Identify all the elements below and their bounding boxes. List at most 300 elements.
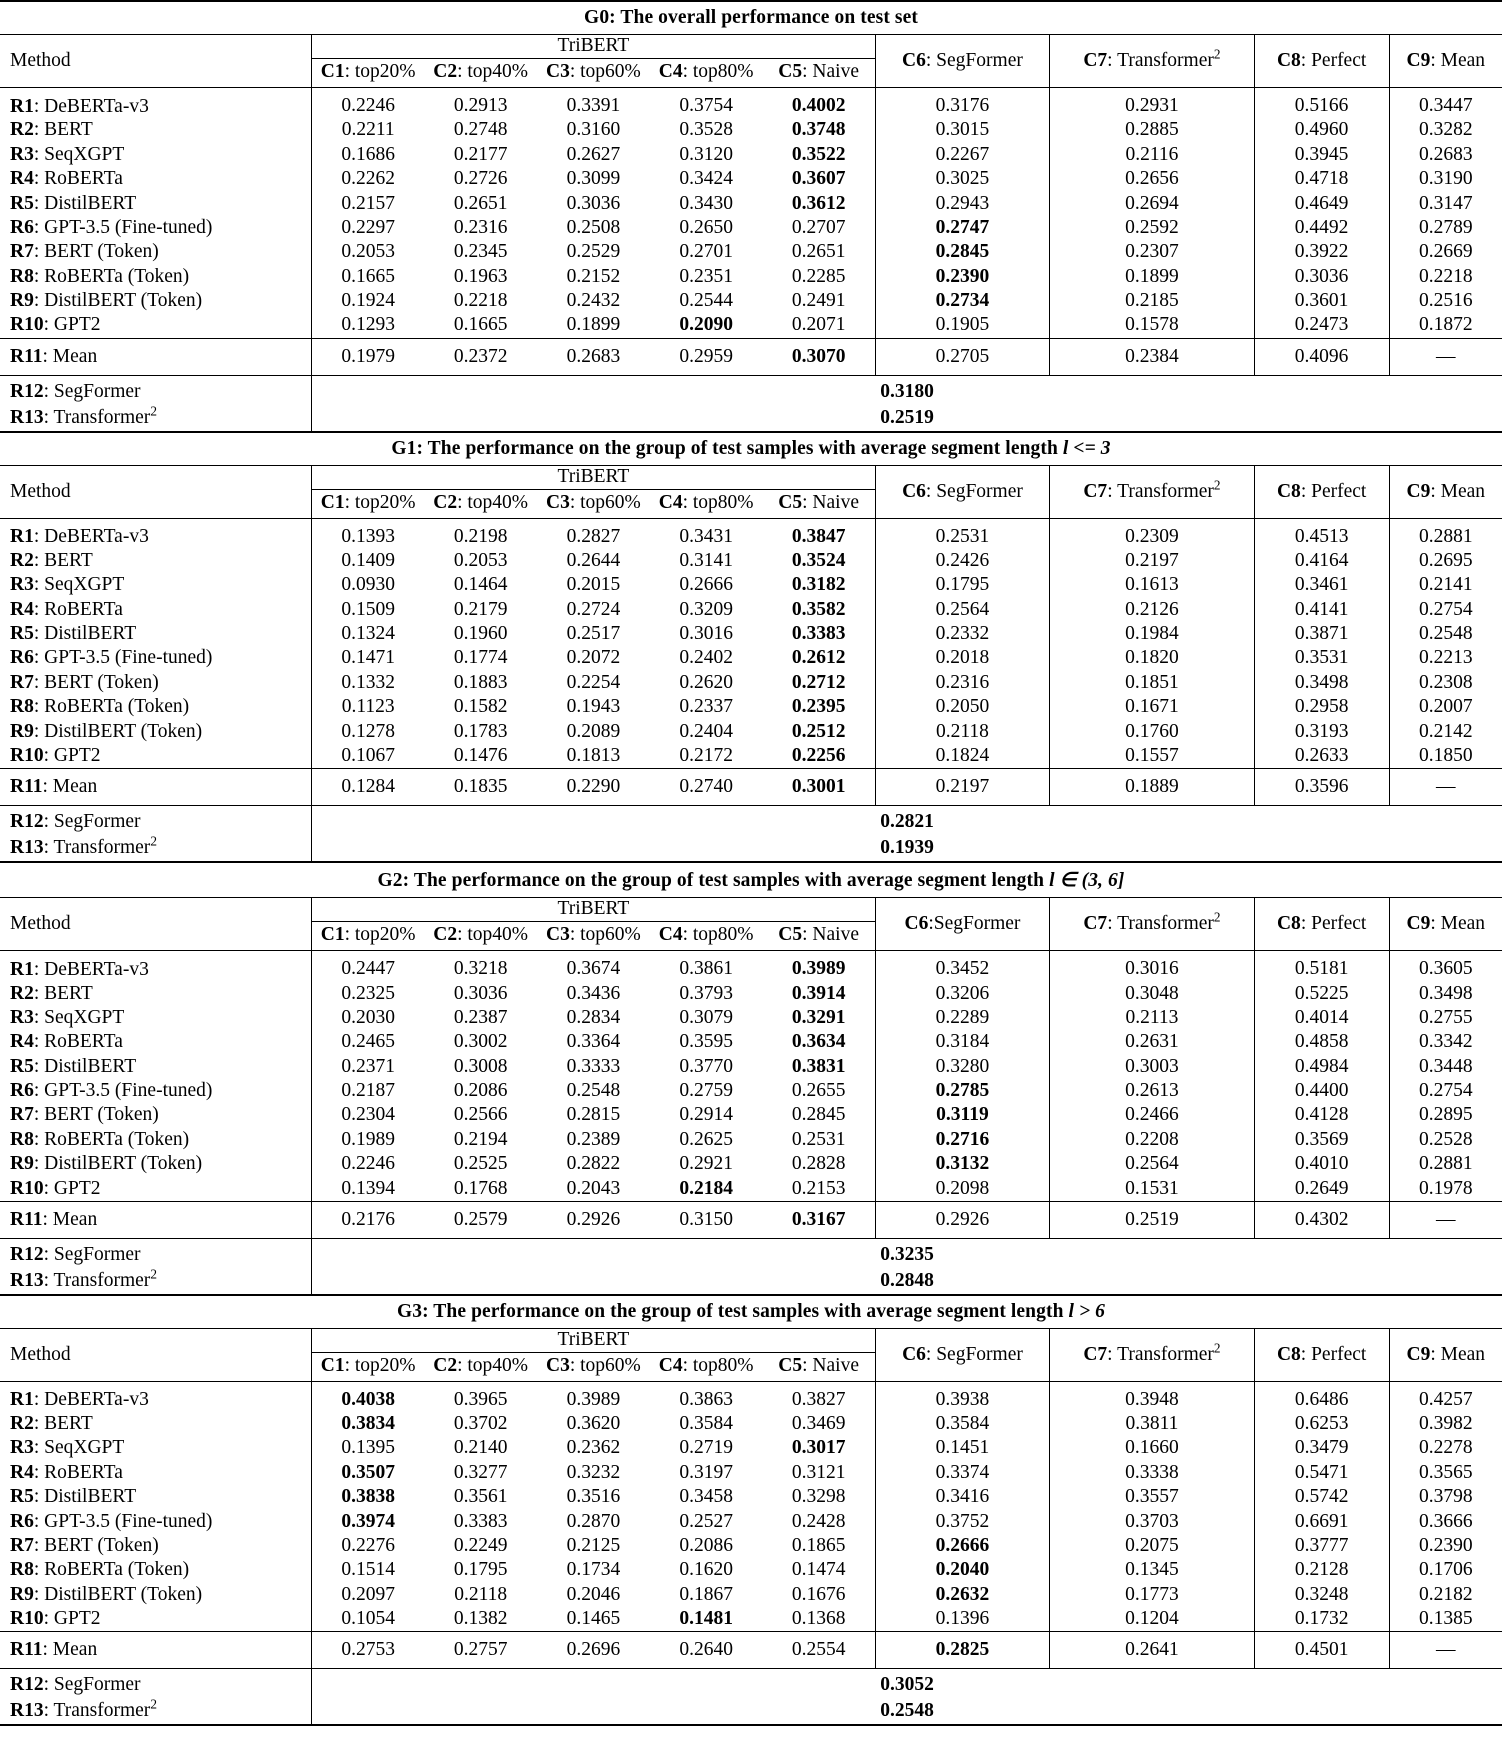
data-cell: 0.1582 [453,696,508,718]
row-label [0,598,312,622]
cell-code: R13 [10,837,44,859]
column-header-method: Method [0,1328,312,1381]
table-row [0,264,1502,288]
data-cell: 0.2316 [875,671,1049,695]
footer-row [0,1698,1502,1725]
data-cell: 0.2785 [875,1079,1049,1103]
data-cell: 0.3861 [650,951,763,982]
data-cell: 0.1481 [679,1608,733,1630]
cell-code: R1 [10,526,34,548]
group-title-text: : The overall performance on test set [609,7,918,28]
data-cell: 0.4513 [1254,518,1389,549]
footer-row [0,1238,1502,1268]
mean-cell: 0.2825 [875,1632,1049,1669]
cell-code: C9 [1406,50,1431,71]
data-cell: 0.2845 [875,240,1049,264]
cell-label: : Perfect [1300,1343,1367,1365]
data-cell: 0.1865 [791,1534,846,1556]
data-cell: 0.2046 [566,1583,621,1605]
row-label [0,1534,312,1558]
table-row [0,951,1502,982]
row-label [0,313,312,338]
cell-label: : top60% [569,924,641,946]
header-row-top [0,465,1502,489]
data-cell: 0.2613 [1050,1079,1255,1103]
cell-code: R10 [10,314,44,336]
footer-value: 0.1939 [312,835,1502,861]
cell-code: R11 [10,1639,43,1661]
data-cell: 0.2098 [875,1176,1049,1201]
cell-label: : BERT (Token) [33,1534,159,1556]
data-cell: 0.1671 [1050,695,1255,719]
row-label [0,518,312,549]
data-cell: 0.2316 [453,216,508,238]
data-cell: 0.2177 [453,143,508,165]
superscript: 2 [150,1266,157,1282]
performance-table-G2 [0,861,1502,1294]
row-label [0,264,312,288]
table-row [0,1607,1502,1632]
data-cell: 0.2040 [875,1558,1049,1582]
data-cell: 0.1394 [312,1176,425,1201]
data-cell: 0.1706 [1389,1558,1502,1582]
header-row-top [0,1328,1502,1352]
data-cell: 0.2179 [453,598,508,620]
data-cell: 0.2548 [566,1080,621,1101]
cell-code: R3 [10,1437,34,1459]
cell-code: R10 [10,744,44,766]
cell-label: : RoBERTa [33,1031,123,1053]
row-label [0,191,312,215]
data-cell: 0.3015 [875,118,1049,142]
data-cell: 0.3132 [875,1152,1049,1176]
column-header-c6 [875,465,1049,518]
data-cell: 0.2285 [791,265,846,287]
cell-label: : DistilBERT (Token) [33,1583,203,1605]
data-cell: 0.2881 [1389,518,1502,549]
cell-label: : SegFormer [925,1343,1023,1365]
data-cell: 0.1613 [1050,573,1255,597]
cell-code: C8 [1276,1343,1301,1365]
data-cell: 0.2246 [312,88,425,119]
data-cell: 0.3342 [1389,1030,1502,1054]
data-cell: 0.3338 [1050,1461,1255,1485]
cell-label: : BERT [33,549,93,571]
header-row-top [0,898,1502,922]
data-cell: 0.3248 [1254,1583,1389,1607]
data-cell: 0.3430 [679,192,733,214]
column-header-c8 [1254,465,1389,518]
data-cell: 0.3036 [453,982,508,1004]
cell-label: : RoBERTa [33,168,123,190]
data-cell: 0.2531 [791,1128,846,1150]
cell-label: : RoBERTa (Token) [33,1128,190,1150]
data-cell: 0.4014 [1254,1006,1389,1030]
data-cell: 0.3016 [1050,951,1255,982]
data-cell: 0.2142 [1389,719,1502,743]
data-cell: 0.3612 [791,192,846,214]
cell-label: : Transformer [1107,1343,1214,1365]
column-header-c8 [1254,1328,1389,1381]
data-cell: 0.2208 [1050,1128,1255,1152]
cell-label: : top80% [682,1354,754,1376]
mean-row [0,1201,1502,1238]
data-cell: 0.5225 [1254,981,1389,1005]
column-group-header-tribert: TriBERT [312,898,876,922]
data-cell: 0.3607 [791,168,846,190]
data-cell: 0.1960 [453,623,508,645]
cell-code: R4 [10,1031,34,1053]
cell-label: : GPT-3.5 (Fine-tuned) [33,216,213,238]
footer-row-label [0,1698,312,1725]
data-cell: 0.2172 [679,744,733,766]
cell-code: R5 [10,623,34,645]
mean-row [0,1632,1502,1669]
footer-row [0,835,1502,861]
data-cell: 0.2345 [453,241,508,263]
row-label [0,1412,312,1436]
footer-value: 0.3052 [312,1669,1502,1699]
header-row-top [0,35,1502,59]
data-cell: 0.1732 [1254,1607,1389,1632]
cell-code: C1 [320,491,345,513]
cell-label: : top20% [344,61,416,82]
data-cell: 0.2015 [566,574,621,596]
cell-code: C3 [546,491,570,513]
row-label [0,1461,312,1485]
cell-code: R7 [10,1534,34,1556]
cell-label: : Mean [42,1639,98,1661]
cell-code: R10 [10,1608,44,1630]
data-cell: 0.2404 [679,720,733,742]
data-cell: 0.3557 [1050,1485,1255,1509]
data-cell: 0.2491 [791,290,846,311]
row-label [0,573,312,597]
cell-label: : Mean [1430,480,1486,502]
data-cell: 0.3079 [679,1006,733,1028]
cell-label: : Mean [42,776,98,798]
cell-label: : top20% [344,491,416,513]
cell-code: C1 [320,61,345,82]
data-cell: 0.1795 [875,573,1049,597]
data-cell: 0.1509 [312,598,425,622]
cell-label: : SeqXGPT [33,1006,125,1028]
footer-row [0,1268,1502,1294]
superscript: 2 [150,1696,157,1712]
column-group-header-tribert: TriBERT [312,35,876,59]
row-label [0,646,312,670]
cell-code: R1 [10,958,34,980]
data-cell: 0.3458 [679,1486,733,1508]
data-cell: 0.3595 [679,1031,733,1053]
data-cell: 0.2632 [875,1583,1049,1607]
data-cell: 0.3863 [650,1381,763,1412]
mean-cell: 0.2641 [1050,1632,1255,1669]
cell-code: R9 [10,1583,34,1605]
row-label [0,1152,312,1176]
cell-code: R8 [10,1128,34,1150]
data-cell: 0.2185 [1050,289,1255,313]
row-label [0,951,312,982]
data-cell: 0.2053 [453,549,508,571]
data-cell: 0.3383 [453,1510,508,1532]
row-label [0,549,312,573]
data-cell: 0.2695 [1389,549,1502,573]
column-header-c5 [763,489,876,518]
group-title-text: : The performance on the group of test samples with average segment length [422,1300,1069,1322]
data-cell: 0.2426 [875,549,1049,573]
mean-cell: 0.2197 [875,769,1049,806]
row-label [0,88,312,119]
column-header-c8 [1254,898,1389,951]
data-cell: 0.2755 [1389,1006,1502,1030]
data-cell: 0.3965 [424,1381,537,1412]
mean-cell: 0.3001 [763,769,876,806]
data-cell: 0.2625 [679,1128,733,1150]
data-cell: 0.6486 [1254,1381,1389,1412]
cell-code: C4 [658,61,683,82]
data-cell: 0.2914 [679,1104,733,1126]
data-cell: 0.2525 [453,1153,508,1175]
mean-cell: 0.1284 [312,769,425,806]
data-cell: 0.3827 [763,1381,876,1412]
data-cell: 0.2072 [566,647,621,669]
data-cell: 0.3447 [1389,88,1502,119]
cell-label: : Mean [1430,913,1486,935]
data-cell: 0.2053 [312,240,425,264]
cell-label: : SegFormer [43,380,141,402]
data-cell: 0.3232 [566,1461,621,1483]
group-title [0,432,1502,466]
cell-label: : RoBERTa (Token) [33,265,190,287]
cell-code: C2 [433,61,458,82]
data-cell: 0.3452 [875,951,1049,982]
data-cell: 0.2633 [1254,744,1389,769]
data-cell: 0.2701 [679,241,733,263]
data-cell: 0.2211 [312,118,425,142]
column-header-c9 [1389,898,1502,951]
data-cell: 0.2018 [875,646,1049,670]
data-cell: 0.2650 [679,216,733,238]
cell-code: R13 [10,406,44,428]
table-row [0,1412,1502,1436]
data-cell: 0.1676 [791,1583,846,1605]
data-cell: 0.2548 [1389,622,1502,646]
cell-label: : GPT-3.5 (Fine-tuned) [33,647,213,669]
data-cell: 0.2712 [791,671,846,693]
table-row [0,981,1502,1005]
table-row [0,240,1502,264]
data-cell: 0.1943 [566,696,621,718]
data-cell: 0.3333 [566,1055,621,1077]
cell-label: :SegFormer [928,913,1021,935]
table-row [0,549,1502,573]
cell-label: : Transformer [43,1700,151,1722]
column-group-header-tribert: TriBERT [312,465,876,489]
data-cell: 0.3498 [1254,671,1389,695]
superscript: 2 [1213,1340,1221,1356]
table-row [0,598,1502,622]
data-cell: 0.2726 [453,168,508,190]
data-cell: 0.3922 [1254,240,1389,264]
table-row [0,191,1502,215]
data-cell: 0.2895 [1389,1103,1502,1127]
data-cell: 0.3036 [1254,264,1389,288]
data-cell: 0.1813 [566,744,621,766]
cell-code: C4 [658,924,683,946]
row-label [0,1509,312,1533]
cell-code: R2 [10,1413,34,1435]
data-cell: 0.2128 [1254,1558,1389,1582]
column-header-c7 [1050,1328,1255,1381]
cell-code: R8 [10,1559,34,1581]
cell-label: : BERT (Token) [33,671,159,693]
cell-label: : GPT-3.5 (Fine-tuned) [33,1080,213,1101]
data-cell: 0.3017 [791,1437,846,1459]
column-header-c7 [1050,465,1255,518]
data-cell: 0.2125 [566,1534,621,1556]
row-label [0,289,312,313]
data-cell: 0.2789 [1389,216,1502,240]
cell-label: : top80% [682,61,754,82]
data-cell: 0.2466 [1050,1103,1255,1127]
column-header-c3 [537,59,650,88]
data-cell: 0.4492 [1254,216,1389,240]
data-cell: 0.2845 [791,1104,846,1126]
data-cell: 0.2184 [679,1177,733,1199]
data-cell: 0.3008 [453,1055,508,1077]
cell-label: : Naive [802,61,859,82]
column-header-c9 [1389,35,1502,88]
footer-row-label [0,1238,312,1268]
cell-code: R7 [10,1104,34,1126]
superscript: 2 [1213,477,1221,493]
column-header-c2 [424,59,537,88]
data-cell: 0.4400 [1254,1079,1389,1103]
data-cell: 0.2913 [424,88,537,119]
data-cell: 0.2086 [679,1534,733,1556]
data-cell: 0.2325 [312,981,425,1005]
table-row [0,719,1502,743]
cell-label: : BERT [33,982,93,1004]
cell-label: : DistilBERT [33,1486,137,1508]
data-cell: 0.3601 [1254,289,1389,313]
data-cell: 0.1382 [453,1608,508,1630]
data-cell: 0.2734 [875,289,1049,313]
row-label [0,1607,312,1632]
cell-code: R10 [10,1177,44,1199]
mean-cell: 0.1979 [312,338,425,375]
performance-table-G0 [0,0,1502,431]
table-row [0,1152,1502,1176]
cell-code: C2 [433,491,458,513]
table-row [0,1485,1502,1509]
data-cell: 0.2351 [679,265,733,287]
data-cell: 0.3838 [312,1485,425,1509]
data-cell: 0.2337 [679,696,733,718]
group-title-math: l <= 3 [1062,437,1111,459]
cell-label: : top40% [457,491,529,513]
data-cell: 0.3811 [1050,1412,1255,1436]
mean-row [0,338,1502,375]
mean-cell: 0.3596 [1254,769,1389,806]
table-row [0,1006,1502,1030]
data-cell: 0.2297 [312,216,425,240]
cell-label: : Mean [1430,50,1486,71]
data-cell: 0.2694 [1050,191,1255,215]
mean-cell: 0.2757 [424,1632,537,1669]
data-cell: 0.3160 [566,119,621,141]
data-cell: 0.1660 [1050,1436,1255,1460]
table-row [0,88,1502,119]
cell-code: R2 [10,549,34,571]
table-row [0,1558,1502,1582]
mean-cell: 0.3150 [650,1201,763,1238]
data-cell: 0.3036 [566,192,621,214]
cell-label: : RoBERTa [33,1461,123,1483]
data-cell: 0.3190 [1389,167,1502,191]
data-cell: 0.3002 [453,1031,508,1053]
cell-label: : Perfect [1300,480,1367,502]
data-cell: 0.3374 [875,1461,1049,1485]
cell-code: R11 [10,776,43,798]
data-cell: 0.5166 [1254,88,1389,119]
data-cell: 0.2631 [1050,1030,1255,1054]
data-cell: 0.0930 [312,573,425,597]
data-cell: 0.2683 [1389,143,1502,167]
data-cell: 0.3620 [566,1413,621,1435]
table-row [0,518,1502,549]
data-cell: 0.3516 [566,1486,621,1508]
cell-code: R3 [10,574,34,596]
data-cell: 0.3416 [875,1485,1049,1509]
table-row [0,1128,1502,1152]
cell-code: C9 [1406,480,1431,502]
cell-code: R2 [10,119,34,141]
data-cell: 0.2669 [1389,240,1502,264]
cell-code: R12 [10,380,44,402]
data-cell: 0.2881 [1389,1152,1502,1176]
data-cell: 0.1345 [1050,1558,1255,1582]
data-cell: 0.2075 [1050,1534,1255,1558]
table-row [0,1030,1502,1054]
data-cell: 0.2043 [566,1177,621,1199]
cell-code: C7 [1083,1343,1108,1365]
column-header-c9 [1389,465,1502,518]
data-cell: 0.2402 [679,647,733,669]
column-header-c1 [312,489,425,518]
cell-label: : Transformer [1107,480,1214,502]
cell-label: : DeBERTa-v3 [33,958,149,980]
cell-code: C1 [320,924,345,946]
data-cell: 0.3834 [312,1412,425,1436]
row-label [0,719,312,743]
data-cell: 0.2432 [566,290,621,311]
data-cell: 0.3871 [1254,622,1389,646]
data-cell: 0.2276 [312,1534,425,1558]
data-cell: 0.1899 [566,314,621,336]
cell-label: : top80% [682,924,754,946]
table-row [0,1381,1502,1412]
table-row [0,1054,1502,1078]
footer-value: 0.2548 [312,1698,1502,1725]
mean-cell: 0.2926 [875,1201,1049,1238]
data-cell: 0.1984 [1050,622,1255,646]
row-label [0,1079,312,1103]
data-cell: 0.3752 [875,1509,1049,1533]
mean-cell: 0.2705 [875,338,1049,375]
row-label [0,1103,312,1127]
